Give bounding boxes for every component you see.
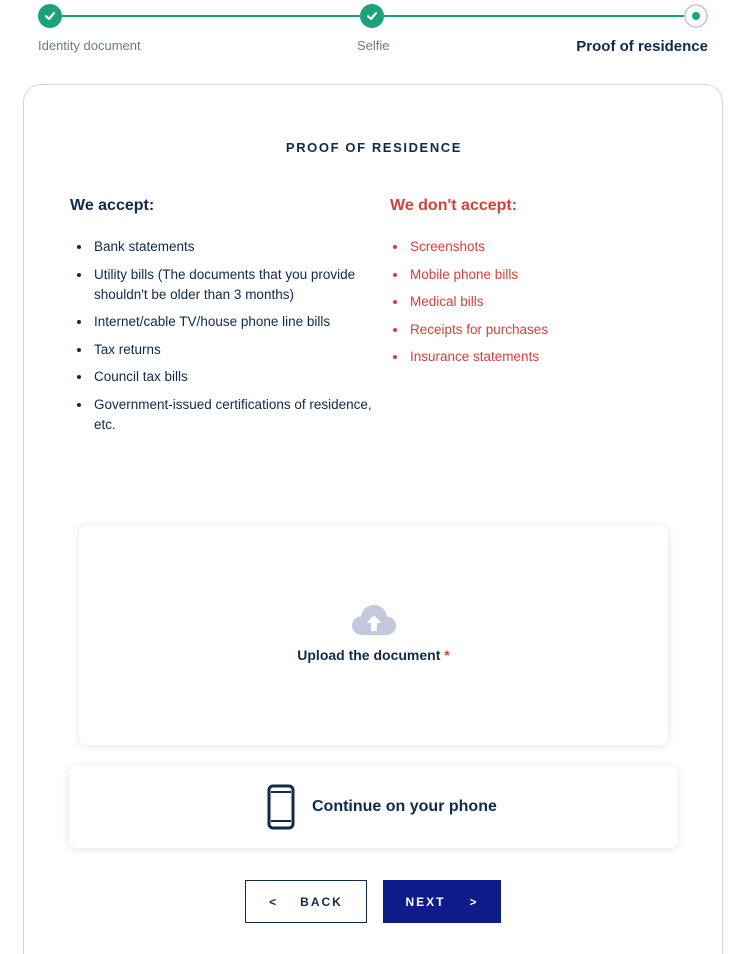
page-title: PROOF OF RESIDENCE [285,140,463,155]
step-label-identity-document: Identity document [38,38,141,53]
list-item: Tax returns [70,340,380,360]
list-item: Screenshots [390,237,690,257]
list-item: Receipts for purchases [390,320,690,340]
cloud-upload-icon [351,603,397,637]
proof-of-residence-card [23,84,723,954]
accepted-heading: We accept: [70,197,155,214]
chevron-left-icon: < [269,894,279,909]
list-item: Internet/cable TV/house phone line bills [70,312,380,332]
back-button[interactable] [245,880,367,923]
rejected-heading: We don't accept: [390,197,518,214]
rejected-documents-list [390,197,690,375]
list-item: Government-issued certifications of residence, etc. [70,395,380,435]
smartphone-icon [267,784,295,830]
stepper-connector [384,15,684,17]
stepper-connector [62,15,360,17]
step-complete-check-icon [360,4,384,28]
chevron-right-icon: > [469,894,479,909]
next-button-label: NEXT [405,894,446,909]
upload-document-text: Upload the document [297,647,441,663]
continue-on-phone-button[interactable] [69,766,678,848]
list-item: Medical bills [390,292,690,312]
back-button-label: BACK [300,894,343,909]
list-item: Mobile phone bills [390,265,690,285]
list-item: Utility bills (The documents that you provide shouldn't be older than 3 months) [70,265,380,305]
step-current-indicator-icon [684,4,708,28]
accepted-documents-list [70,197,380,442]
list-item: Council tax bills [70,367,380,387]
next-button[interactable] [383,880,501,923]
step-label-selfie: Selfie [357,38,390,53]
upload-document-dropzone[interactable] [79,525,668,745]
upload-document-label [79,647,668,663]
required-marker: * [444,647,450,663]
continue-on-phone-label: Continue on your phone [312,798,497,815]
progress-stepper [0,0,742,70]
list-item: Bank statements [70,237,380,257]
step-label-proof-of-residence: Proof of residence [576,38,708,55]
list-item: Insurance statements [390,347,690,367]
step-complete-check-icon [38,4,62,28]
